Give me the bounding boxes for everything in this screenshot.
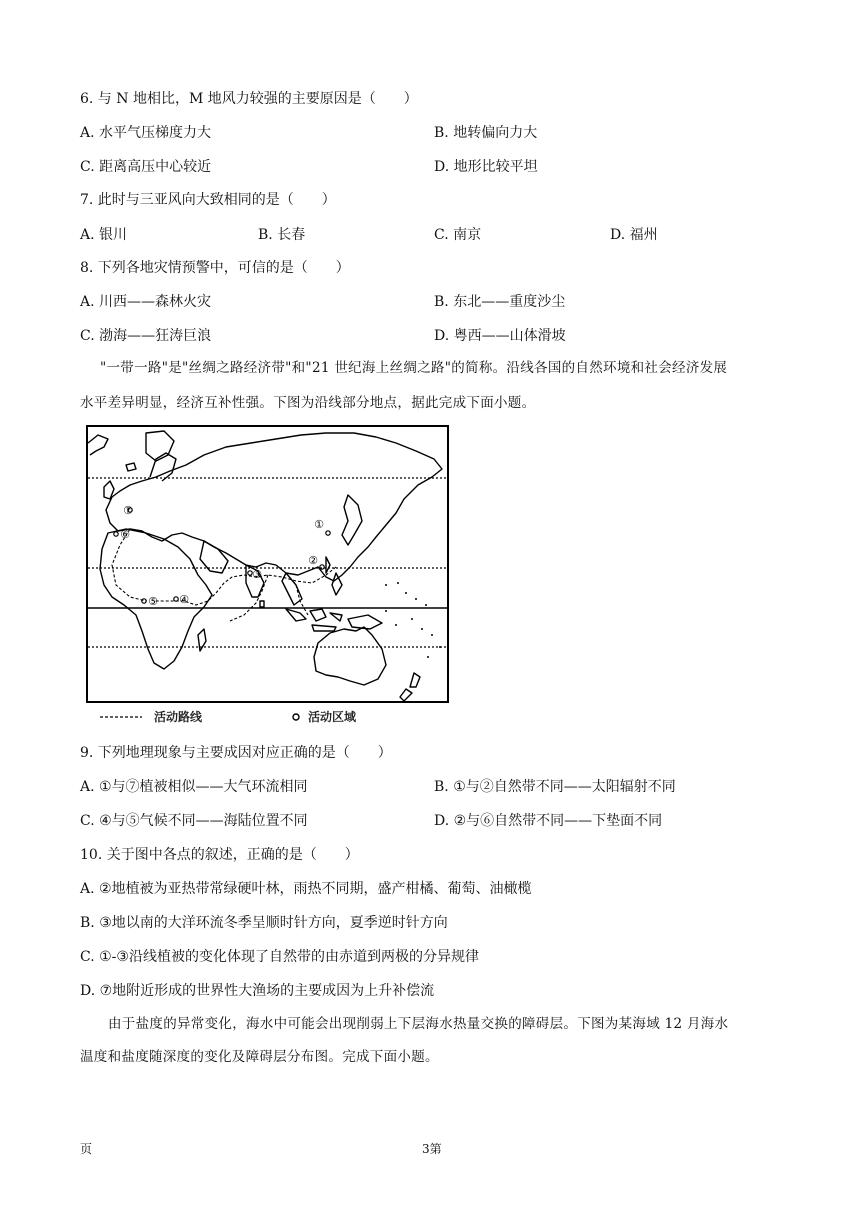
q10-option-c: C. ①-③沿线植被的变化体现了自然带的由赤道到两极的分异规律	[80, 949, 479, 965]
q10-option-b: B. ③地以南的大洋环流冬季呈顺时针方向，夏季逆时针方向	[80, 915, 448, 931]
q7-option-d: D. 福州	[610, 227, 658, 243]
q9-option-c: C. ④与⑤气候不同——海陆位置不同	[80, 813, 308, 829]
q10-option-a: A. ②地植被为亚热带常绿硬叶林，雨热不同期，盛产柑橘、葡萄、油橄榄	[80, 881, 532, 897]
marker-dot	[114, 532, 118, 536]
legend-area-swatch	[293, 714, 299, 720]
route-lines	[112, 529, 336, 621]
q7-stem: 7. 此时与三亚风向大致相同的是（ ）	[80, 192, 336, 208]
q8-option-a: A. 川西——森林火灾	[80, 294, 212, 310]
q6-stem: 6. 与 N 地相比，M 地风力较强的主要原因是（ ）	[80, 91, 418, 107]
legend-route-label: 活动路线	[154, 710, 203, 724]
map-marker-5: ⑤	[148, 595, 158, 608]
world-map-figure	[86, 425, 450, 727]
page-number: 3第	[422, 1142, 442, 1156]
map-marker-3: ③	[252, 568, 262, 581]
q8-option-c: C. 渤海——狂涛巨浪	[80, 328, 212, 344]
q6-option-a: A. 水平气压梯度力大	[80, 125, 212, 141]
intro2-line2: 温度和盐度随深度的变化及障碍层分布图。完成下面小题。	[80, 1049, 439, 1065]
q6-option-b: B. 地转偏向力大	[434, 125, 538, 141]
q6-option-d: D. 地形比较平坦	[434, 159, 538, 175]
q7-option-a: A. 银川	[80, 227, 128, 243]
q6-option-c: C. 距离高压中心较近	[80, 159, 212, 175]
map-marker-1: ①	[314, 518, 324, 531]
q9-stem: 9. 下列地理现象与主要成因对应正确的是（ ）	[80, 745, 392, 761]
marker-dot	[326, 531, 330, 535]
q8-stem: 8. 下列各地灾情预警中，可信的是（ ）	[80, 260, 350, 276]
intro2-line1: 由于盐度的异常变化，海水中可能会出现削弱上下层海水热量交换的障碍层。下图为某海域 12 月海水	[108, 1016, 729, 1032]
intro1-line2: 水平差异明显，经济互补性强。下图为沿线部分地点，据此完成下面小题。	[80, 395, 536, 411]
q7-option-b: B. 长春	[258, 227, 306, 243]
map-marker-7: ⑦	[123, 504, 133, 517]
legend-area-label: 活动区域	[308, 710, 357, 724]
map-marker-2: ②	[308, 554, 318, 567]
q7-option-c: C. 南京	[434, 227, 482, 243]
land-outlines	[88, 431, 442, 701]
q8-option-d: D. 粤西——山体滑坡	[434, 328, 566, 344]
intro1-line1: "一带一路"是"丝绸之路经济带"和"21 世纪海上丝绸之路"的简称。沿线各国的自然环境和社会经济发展	[100, 360, 728, 376]
q10-option-d: D. ⑦地附近形成的世界性大渔场的主要成因为上升补偿流	[80, 983, 435, 999]
map-marker-4: ④	[179, 593, 189, 606]
q9-option-b: B. ①与②自然带不同——太阳辐射不同	[434, 779, 676, 795]
q8-option-b: B. 东北——重度沙尘	[434, 294, 566, 310]
map-marker-6: ⑥	[120, 528, 130, 541]
q9-option-d: D. ②与⑥自然带不同——下垫面不同	[434, 813, 663, 829]
q10-stem: 10. 关于图中各点的叙述，正确的是（ ）	[80, 847, 359, 863]
q9-option-a: A. ①与⑦植被相似——大气环流相同	[80, 779, 308, 795]
map-legend	[100, 709, 357, 724]
footer-left: 页	[80, 1142, 93, 1156]
